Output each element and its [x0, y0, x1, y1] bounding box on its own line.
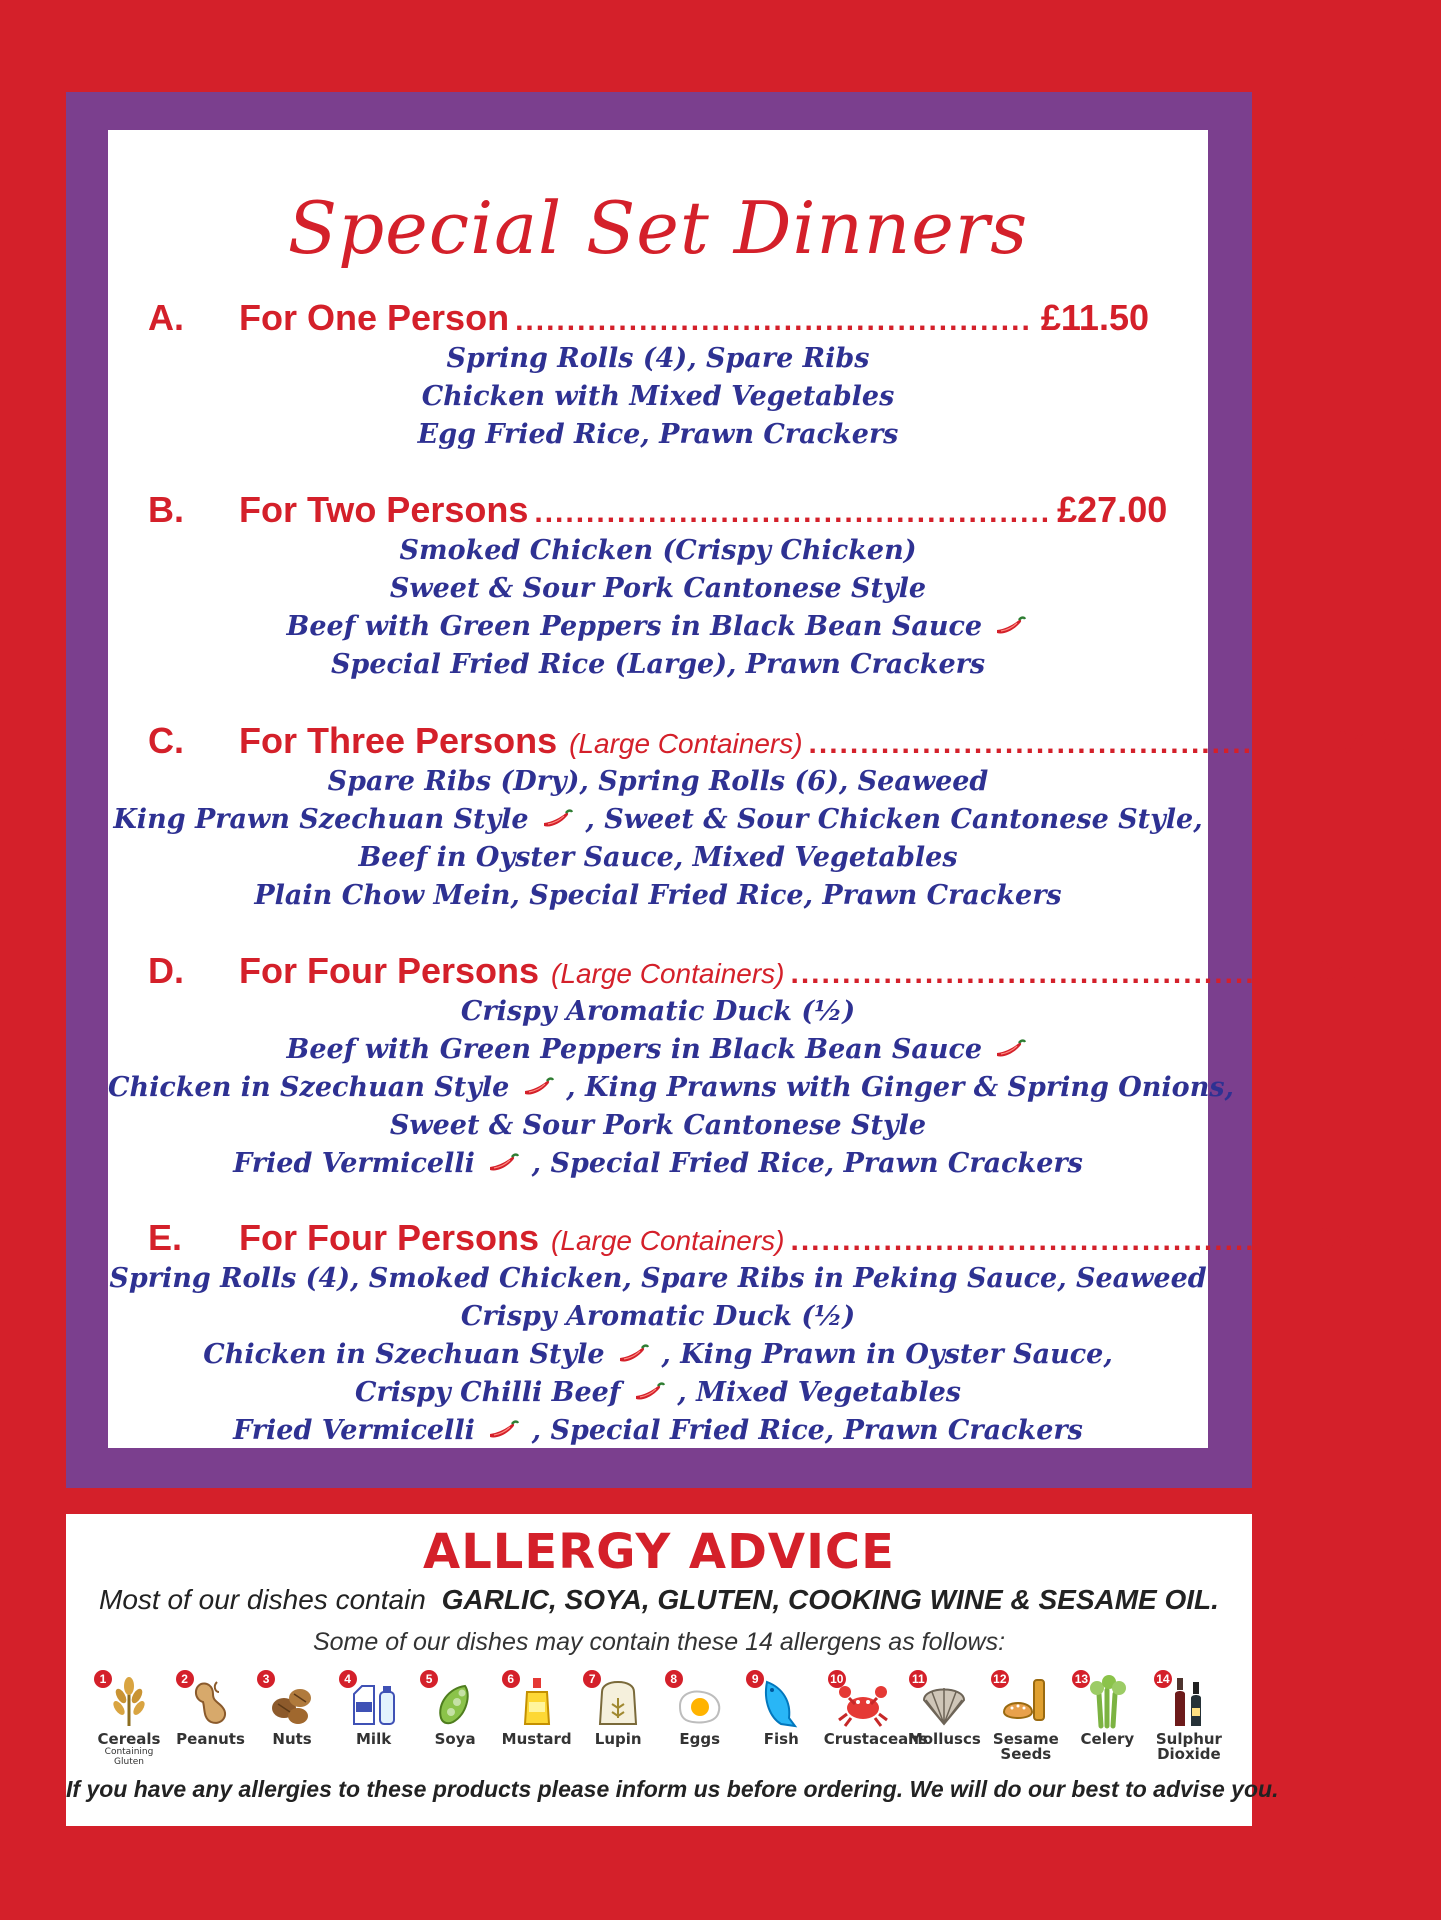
set-price: £80.00	[1313, 1217, 1424, 1258]
item-line	[108, 1031, 1208, 1069]
allergen-number: 4	[339, 1670, 357, 1688]
set-items	[108, 763, 1208, 915]
item-line	[108, 1145, 1208, 1183]
set-name: For One Person	[239, 297, 510, 338]
leader-dots: ..................................................	[515, 304, 1032, 337]
item-line: Chicken with Mixed Vegetables	[421, 381, 895, 412]
item-line	[108, 801, 1208, 839]
allergy-intro	[66, 1584, 1252, 1616]
item-line: Sweet & Sour Pork Cantonese Style	[389, 1110, 927, 1141]
set-name: For Three Persons	[239, 720, 558, 761]
allergen-eggs	[661, 1670, 739, 1767]
allergen-number: 6	[502, 1670, 520, 1688]
allergen-label: Crustaceans	[823, 1730, 928, 1748]
allergen-label: Sesame Seeds	[992, 1730, 1059, 1763]
item-line	[108, 1336, 1208, 1374]
allergen-soya	[416, 1670, 494, 1767]
allergen-number: 13	[1072, 1670, 1090, 1688]
allergen-label: Mustard	[501, 1730, 572, 1748]
allergen-label: Eggs	[679, 1730, 721, 1748]
allergen-number: 9	[746, 1670, 764, 1688]
allergen-number: 5	[420, 1670, 438, 1688]
set-e	[108, 1216, 1424, 1450]
allergen-peanuts	[172, 1670, 250, 1767]
item-line: Spring Rolls (4), Spare Ribs	[446, 343, 870, 374]
chili-icon	[993, 615, 1027, 637]
leader-dots: ..................................................	[534, 496, 1052, 529]
item-line	[108, 1374, 1208, 1412]
set-heading	[239, 296, 1149, 343]
allergen-sulphur-dioxide	[1150, 1670, 1228, 1767]
allergen-sub-label: Containing Gluten	[104, 1747, 154, 1767]
item-line	[108, 1412, 1208, 1450]
allergy-intro-ingredients: GARLIC, SOYA, GLUTEN, COOKING WINE & SESAME OIL.	[441, 1584, 1219, 1615]
item-text: Crispy Chilli Beef	[355, 1377, 621, 1408]
allergen-celery	[1068, 1670, 1146, 1767]
item-text: Beef with Green Peppers in Black Bean Sauce	[286, 611, 983, 642]
item-line: Spring Rolls (4), Smoked Chicken, Spare Ribs in Peking Sauce, Seaweed	[109, 1263, 1207, 1294]
allergen-fish	[742, 1670, 820, 1767]
allergen-label: Molluscs	[907, 1730, 981, 1748]
leader-dots: ..................................................	[808, 727, 1326, 760]
item-text: , King Prawn in Oyster Sauce,	[661, 1339, 1113, 1370]
set-b	[108, 488, 1208, 684]
set-letter: C.	[148, 720, 184, 761]
set-header	[108, 949, 1424, 993]
set-note: (Large Containers)	[551, 958, 785, 989]
allergen-label: Sulphur Dioxide	[1155, 1730, 1222, 1763]
allergen-nuts	[253, 1670, 331, 1767]
chili-icon	[486, 1152, 520, 1174]
allergen-label: Milk	[356, 1730, 392, 1748]
chili-icon	[993, 1038, 1027, 1060]
allergy-panel	[66, 1514, 1279, 1826]
set-items	[108, 532, 1208, 684]
allergen-cereals	[90, 1670, 168, 1767]
item-line	[108, 608, 1208, 646]
set-items	[108, 340, 1208, 454]
allergen-number: 12	[991, 1670, 1009, 1688]
allergen-number: 14	[1154, 1670, 1172, 1688]
set-header	[108, 488, 1208, 532]
set-a	[108, 296, 1208, 454]
item-line: Crispy Aromatic Duck (½)	[460, 1301, 856, 1332]
item-text: , Special Fried Rice, Prawn Crackers	[531, 1148, 1083, 1179]
set-header	[108, 1216, 1424, 1260]
set-c	[108, 719, 1441, 915]
set-heading	[239, 488, 1168, 535]
item-line: Spare Ribs (Dry), Spring Rolls (6), Seaweed	[327, 766, 989, 797]
set-heading	[239, 1216, 1424, 1263]
leader-dots: ..................................................	[790, 957, 1308, 990]
allergen-label: Lupin	[594, 1730, 642, 1748]
item-text: Chicken in Szechuan Style	[203, 1339, 605, 1370]
chili-icon	[540, 808, 574, 830]
allergen-milk	[335, 1670, 413, 1767]
set-name: For Four Persons	[239, 1217, 540, 1258]
item-text: Chicken in Szechuan Style	[108, 1072, 510, 1103]
allergen-label: Soya	[434, 1730, 476, 1748]
set-items	[108, 1260, 1208, 1450]
allergen-label: Peanuts	[176, 1730, 245, 1748]
item-line: Egg Fried Rice, Prawn Crackers	[417, 419, 899, 450]
set-letter: B.	[148, 489, 184, 530]
allergen-number: 7	[583, 1670, 601, 1688]
menu-frame	[66, 92, 1441, 1488]
allergen-label: Celery	[1080, 1730, 1135, 1748]
item-text: , Special Fried Rice, Prawn Crackers	[531, 1415, 1083, 1446]
allergen-mustard	[498, 1670, 576, 1767]
chili-icon	[632, 1381, 666, 1403]
allergy-title: ALLERGY ADVICE	[423, 1524, 895, 1580]
chili-icon	[616, 1343, 650, 1365]
allergen-number: 1	[94, 1670, 112, 1688]
set-heading	[239, 719, 1441, 766]
set-letter: E.	[148, 1217, 183, 1258]
allergen-label: Fish	[763, 1730, 799, 1748]
item-line: Beef in Oyster Sauce, Mixed Vegetables	[358, 842, 958, 873]
set-price: £27.00	[1057, 489, 1168, 530]
leader-dots: ..................................................	[790, 1224, 1308, 1257]
set-header	[108, 296, 1208, 340]
item-text: King Prawn Szechuan Style	[113, 804, 529, 835]
allergen-label: Cereals	[97, 1730, 161, 1748]
item-line: Crispy Aromatic Duck (½)	[460, 996, 856, 1027]
set-d	[108, 949, 1424, 1183]
set-price: £11.50	[1040, 297, 1149, 338]
allergy-subtitle: Some of our dishes may contain these 14 allergens as follows:	[312, 1628, 1006, 1656]
set-note: (Large Containers)	[569, 728, 803, 759]
allergen-number: 3	[257, 1670, 275, 1688]
allergy-footer: If you have any allergies to these products please inform us before ordering. We will do our best to advise you.	[66, 1776, 1279, 1802]
chili-icon	[486, 1419, 520, 1441]
menu-title: Special Set Dinners	[287, 186, 1029, 270]
allergen-sesame	[987, 1670, 1065, 1767]
item-text: , Mixed Vegetables	[677, 1377, 961, 1408]
allergen-list	[90, 1670, 1228, 1767]
set-name: For Four Persons	[239, 950, 540, 991]
allergen-number: 8	[665, 1670, 683, 1688]
set-letter: A.	[148, 297, 184, 338]
set-letter: D.	[148, 950, 184, 991]
allergen-number: 11	[909, 1670, 927, 1688]
item-line	[108, 1069, 1234, 1107]
item-line: Sweet & Sour Pork Cantonese Style	[389, 573, 927, 604]
allergy-intro-text: Most of our dishes contain	[99, 1584, 426, 1615]
item-text: Fried Vermicelli	[233, 1148, 475, 1179]
allergen-number: 2	[176, 1670, 194, 1688]
item-line: Smoked Chicken (Crispy Chicken)	[399, 535, 917, 566]
chili-icon	[521, 1076, 555, 1098]
set-name: For Two Persons	[239, 489, 529, 530]
allergen-number: 10	[828, 1670, 846, 1688]
item-line: Special Fried Rice (Large), Prawn Crackers	[330, 649, 986, 680]
set-note: (Large Containers)	[551, 1225, 785, 1256]
item-text: , King Prawns with Ginger & Spring Onions,	[566, 1072, 1234, 1103]
set-header	[108, 719, 1441, 763]
item-text: Beef with Green Peppers in Black Bean Sauce	[286, 1034, 983, 1065]
item-text: Fried Vermicelli	[233, 1415, 475, 1446]
set-items	[108, 993, 1234, 1183]
item-text: , Sweet & Sour Chicken Cantonese Style,	[585, 804, 1203, 835]
allergen-label: Nuts	[272, 1730, 312, 1748]
set-price: £47.50	[1331, 720, 1441, 761]
item-line: Plain Chow Mein, Special Fried Rice, Prawn Crackers	[254, 880, 1062, 911]
allergen-molluscs	[905, 1670, 983, 1767]
set-heading	[239, 949, 1424, 996]
allergen-lupin	[579, 1670, 657, 1767]
menu-panel	[108, 130, 1441, 1448]
set-price: £65.00	[1313, 950, 1424, 991]
